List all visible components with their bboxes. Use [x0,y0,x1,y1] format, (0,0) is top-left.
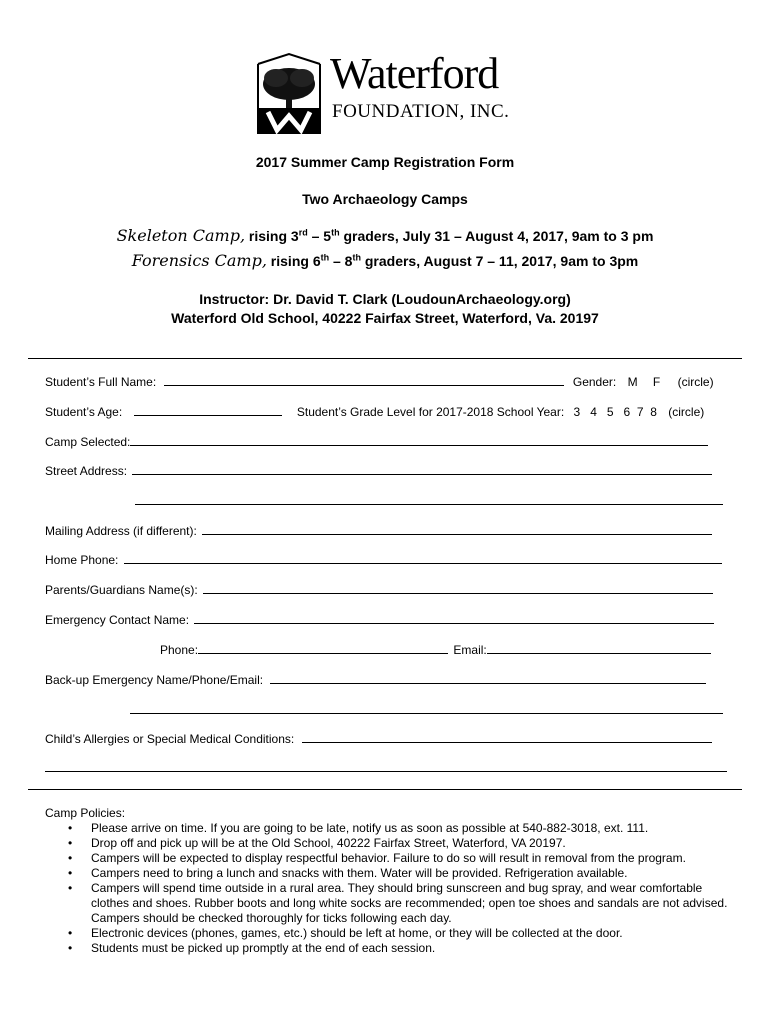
mailing-row [45,524,712,538]
camp2-name: Forensics Camp, [131,251,267,270]
gender-f-option[interactable]: F [652,375,661,389]
home-phone-row [45,553,722,567]
camp2-sup-b: th [352,252,361,263]
camp-policies [45,806,735,956]
camp2-line [0,251,770,270]
emergency-phone-email-row [160,643,711,657]
street-input-2[interactable] [135,494,723,505]
home-phone-label: Home Phone: [45,553,119,567]
emergency-label: Emergency Contact Name: [45,613,190,627]
policy-item: • Students must be picked up promptly at the end of each session. [91,941,735,956]
backup-input-2[interactable] [130,703,723,714]
mailing-input[interactable] [202,524,712,535]
camp1-text-c: graders, July 31 – August 4, 2017, 9am to 3 pm [339,228,654,244]
full-name-input[interactable] [164,375,564,386]
allergies-row [45,732,712,746]
grade-label: Student’s Grade Level for 2017-2018 School Year: [296,405,565,419]
tree-w-emblem-icon [256,52,322,136]
parents-row [45,583,713,597]
age-input[interactable] [134,405,282,416]
age-grade-row [45,405,704,419]
emergency-phone-input[interactable] [198,643,448,654]
camp2-sup-a: th [320,252,330,263]
gender-label: Gender: [572,375,617,389]
form-subtitle: Two Archaeology Camps [302,191,468,207]
street-row-2 [135,494,723,508]
gender-m-option[interactable]: M [627,375,638,389]
form-title: 2017 Summer Camp Registration Form [255,154,515,170]
policy-item: • Electronic devices (phones, games, etc.) should be left at home, or they will be collected at the door. [91,926,735,941]
camp2-text-b: – 8 [329,253,353,269]
backup-row-2 [130,703,723,717]
grade-circle-note: (circle) [668,405,705,419]
parents-label: Parents/Guardians Name(s): [45,583,198,597]
waterford-logo [250,50,520,136]
camp1-line [0,226,770,245]
policies-heading: Camp Policies: [45,806,126,820]
gender-circle-note: (circle) [677,375,714,389]
backup-input[interactable] [270,673,706,684]
camp1-sup-a: rd [298,227,308,238]
policy-item: • Please arrive on time. If you are going to be late, notify us as soon as possible at 540-882-3018, ext. 111. [91,821,735,836]
street-row [45,464,712,478]
camp2-text-a: rising 6 [266,253,321,269]
policy-item: • Campers will spend time outside in a rural area. They should bring sunscreen and bug spray, and wear comfortable clothes and shoes. Rubber boots and long white socks are recommended; open toe shoes and sandals are not advised. Campers should be checked thoroughly for ticks following each day. [91,881,735,926]
camp1-text-b: – 5 [307,228,332,244]
logo-name: Waterford [330,49,499,98]
camp-selected-input[interactable] [130,435,708,446]
full-name-label: Student’s Full Name: [45,375,157,389]
divider-bottom [28,789,742,790]
age-label: Student’s Age: [45,405,123,419]
camp-selected-row [45,435,708,449]
street-label: Street Address: [45,464,128,478]
street-input[interactable] [132,464,712,475]
backup-label: Back-up Emergency Name/Phone/Email: [45,673,264,687]
logo-subtitle: FOUNDATION, INC. [332,101,510,122]
camp1-text-a: rising 3 [245,228,299,244]
policy-item: • Campers need to bring a lunch and snacks with them. Water will be provided. Refrigeration available. [91,866,735,881]
emergency-phone-label: Phone: [160,643,199,657]
emergency-email-input[interactable] [487,643,711,654]
policies-list [45,821,735,956]
full-name-row [45,375,714,389]
emergency-row [45,613,714,627]
divider-allergies [45,771,727,772]
camp1-sup-b: th [331,227,340,238]
emergency-input[interactable] [194,613,714,624]
home-phone-input[interactable] [124,553,722,564]
divider-top [28,358,742,359]
camp2-text-c: graders, August 7 – 11, 2017, 9am to 3pm [360,253,639,269]
allergies-label: Child’s Allergies or Special Medical Conditions: [45,732,295,746]
instructor-line: Instructor: Dr. David T. Clark (LoudounArchaeology.org) [199,291,571,307]
policy-item: • Drop off and pick up will be at the Old School, 40222 Fairfax Street, Waterford, VA 20197. [91,836,735,851]
grade-options[interactable]: 3 4 5 6 7 8 [573,405,657,419]
allergies-input[interactable] [302,732,712,743]
policy-item: • Campers will be expected to display respectful behavior. Failure to do so will result in removal from the program. [91,851,735,866]
camp1-name: Skeleton Camp, [116,226,246,245]
camp-selected-label: Camp Selected: [45,435,131,449]
location-line: Waterford Old School, 40222 Fairfax Street, Waterford, Va. 20197 [171,310,599,326]
mailing-label: Mailing Address (if different): [45,524,197,538]
emergency-email-label: Email: [453,643,487,657]
backup-row [45,673,706,687]
parents-input[interactable] [203,583,713,594]
